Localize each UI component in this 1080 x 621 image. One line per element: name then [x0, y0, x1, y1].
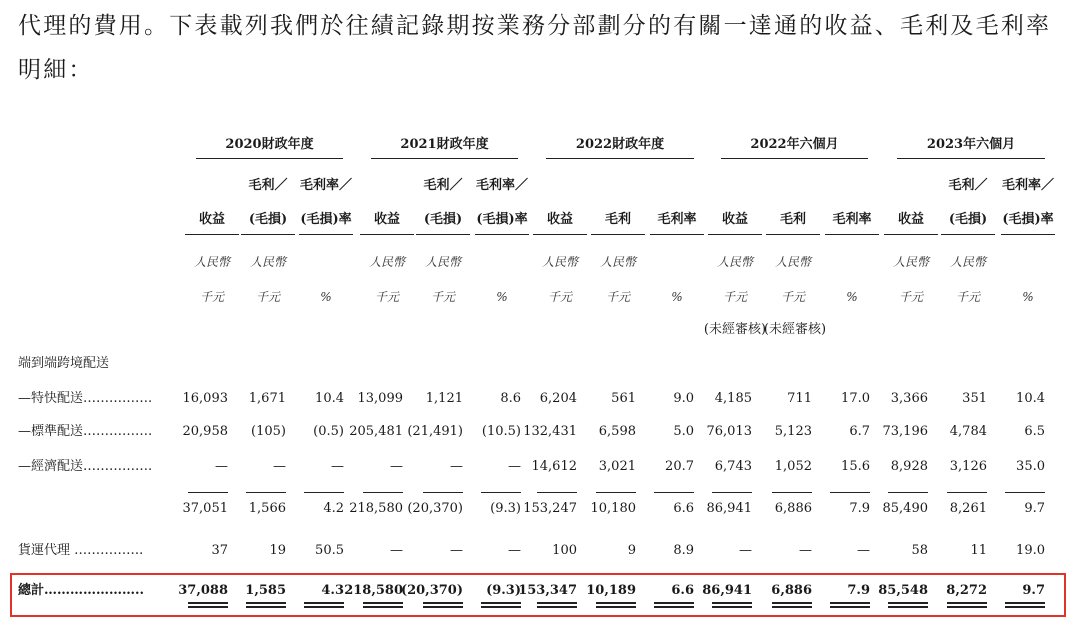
row-label: —特快配送……………. [18, 391, 153, 406]
unit-scale: 千元 [722, 290, 748, 304]
unit-currency: 人民幣 [424, 255, 462, 269]
column-header-underline [241, 234, 295, 235]
table-cell: 15.6 [841, 459, 870, 474]
table-cell: (10.5) [481, 424, 521, 439]
table-cell: — [799, 543, 812, 558]
total-label: 總計………………….. [18, 583, 145, 598]
total-row-highlight-box [10, 573, 1066, 617]
table-cell: 5.0 [673, 424, 694, 439]
column-header: 毛利 [779, 212, 807, 227]
table-cell: 5,123 [774, 424, 812, 439]
unit-currency: 人民幣 [249, 255, 287, 269]
table-cell: (20,370) [407, 501, 463, 516]
column-header-line1: 毛利／ [248, 178, 288, 193]
period-heading-rule [371, 158, 518, 159]
table-cell: — [450, 459, 463, 474]
column-header: 毛利率 [657, 212, 697, 227]
table-cell: 1,121 [425, 391, 463, 406]
table-cell: 20,958 [182, 424, 228, 439]
table-cell: 711 [787, 391, 812, 406]
unaudited-note: (未經審核) [763, 322, 827, 337]
total-cell: 1,585 [245, 583, 286, 598]
unit-scale: 千元 [255, 290, 281, 304]
subtotal-rule [246, 492, 286, 493]
total-cell: 85,548 [878, 583, 928, 598]
table-cell: 4,185 [714, 391, 752, 406]
table-cell: 86,941 [706, 501, 752, 516]
column-header: (毛損) [948, 212, 988, 227]
subtotal-rule [712, 492, 752, 493]
column-header-underline [360, 234, 414, 235]
unit-scale: 千元 [955, 290, 981, 304]
table-cell: 37 [211, 543, 228, 558]
unit-scale: 千元 [780, 290, 806, 304]
subtotal-rule [1005, 492, 1045, 493]
table-cell: 6,743 [714, 459, 752, 474]
column-header: 收益 [721, 212, 749, 227]
unit-currency: 人民幣 [892, 255, 930, 269]
unit-scale: 千元 [605, 290, 631, 304]
table-cell: (105) [251, 424, 286, 439]
table-cell: 6.5 [1024, 424, 1045, 439]
total-cell: 218,580 [344, 583, 403, 598]
subtotal-rule [363, 492, 403, 493]
column-header-line1: 毛利率／ [299, 178, 353, 193]
column-header-underline [185, 234, 239, 235]
total-cell: 6,886 [771, 583, 812, 598]
table-cell: 13,099 [357, 391, 403, 406]
column-header: 收益 [546, 212, 574, 227]
table-cell: — [331, 459, 344, 474]
table-cell: 3,366 [890, 391, 928, 406]
period-heading: 2022年六個月 [750, 137, 839, 152]
unit-currency: 人民幣 [541, 255, 579, 269]
table-cell: — [508, 459, 521, 474]
period-heading: 2021財政年度 [400, 137, 489, 152]
column-header-underline [825, 234, 879, 235]
table-cell: 14,612 [531, 459, 577, 474]
total-cell: 37,088 [178, 583, 228, 598]
table-cell: 85,490 [882, 501, 928, 516]
subtotal-rule [772, 492, 812, 493]
table-cell: 20.7 [665, 459, 694, 474]
table-cell: 8,261 [949, 501, 987, 516]
subtotal-rule [947, 492, 987, 493]
table-cell: 17.0 [841, 391, 870, 406]
table-cell: 132,431 [523, 424, 577, 439]
total-cell: 4.3 [321, 583, 344, 598]
table-cell: 6.6 [673, 501, 694, 516]
column-header-line1: 毛利／ [948, 178, 988, 193]
total-cell: 9.7 [1022, 583, 1045, 598]
subtotal-rule [654, 492, 694, 493]
table-cell: 4,784 [949, 424, 987, 439]
unit-currency: 人民幣 [599, 255, 637, 269]
column-header-underline [650, 234, 704, 235]
table-cell: — [739, 543, 752, 558]
row-label: 貨運代理 ……………. [18, 543, 144, 558]
column-header: (毛損)率 [300, 212, 352, 227]
table-cell: 37,051 [182, 501, 228, 516]
unit-scale: % [671, 290, 683, 304]
table-cell: 1,052 [774, 459, 812, 474]
table-cell: 205,481 [349, 424, 403, 439]
period-heading-rule [546, 158, 694, 159]
column-header-underline [766, 234, 820, 235]
row-label: —經濟配送……………. [18, 459, 153, 474]
subtotal-rule [481, 492, 521, 493]
subtotal-rule [888, 492, 928, 493]
table-cell: 11 [970, 543, 987, 558]
column-header-underline [708, 234, 762, 235]
column-header: 毛利 [604, 212, 632, 227]
table-cell: 153,247 [523, 501, 577, 516]
table-cell: — [390, 459, 403, 474]
unit-scale: 千元 [898, 290, 924, 304]
total-cell: (9.3) [486, 583, 521, 598]
table-cell: — [390, 543, 403, 558]
table-cell: 218,580 [349, 501, 403, 516]
column-header-underline [884, 234, 938, 235]
unit-scale: % [846, 290, 858, 304]
column-header-underline [533, 234, 587, 235]
total-cell: (20,370) [400, 583, 463, 598]
column-header: 毛利率 [832, 212, 872, 227]
column-header: 收益 [373, 212, 401, 227]
unit-scale: % [496, 290, 508, 304]
table-cell: 1,671 [248, 391, 286, 406]
total-cell: 8,272 [946, 583, 987, 598]
row-label: —標準配送……………. [18, 424, 153, 439]
unit-currency: 人民幣 [949, 255, 987, 269]
column-header-line1: 毛利率／ [1001, 178, 1055, 193]
table-cell: 3,126 [949, 459, 987, 474]
column-header-underline [475, 234, 529, 235]
subtotal-rule [423, 492, 463, 493]
column-header-underline [299, 234, 353, 235]
table-cell: — [273, 459, 286, 474]
table-cell: 10,180 [590, 501, 636, 516]
table-cell: 9 [627, 543, 636, 558]
unit-scale: % [320, 290, 332, 304]
column-header-underline [941, 234, 995, 235]
total-cell: 86,941 [702, 583, 752, 598]
table-cell: (9.3) [490, 501, 521, 516]
unit-scale: 千元 [430, 290, 456, 304]
table-cell: 6,886 [774, 501, 812, 516]
table-cell: 76,013 [706, 424, 752, 439]
column-header: (毛損) [248, 212, 288, 227]
table-cell: — [508, 543, 521, 558]
subtotal-rule [537, 492, 577, 493]
table-cell: 1,566 [248, 501, 286, 516]
table-cell: 10.4 [315, 391, 344, 406]
table-cell: 561 [611, 391, 636, 406]
table-cell: 35.0 [1016, 459, 1045, 474]
unit-currency: 人民幣 [716, 255, 754, 269]
unit-scale: 千元 [547, 290, 573, 304]
intro-paragraph: 代理的費用。下表載列我們於往績記錄期按業務分部劃分的有關一達通的收益、毛利及毛利率明細： [18, 13, 1052, 83]
table-cell: 10.4 [1016, 391, 1045, 406]
table-cell: (21,491) [407, 424, 463, 439]
period-heading: 2023年六個月 [926, 137, 1016, 152]
subtotal-rule [596, 492, 636, 493]
table-cell: 100 [552, 543, 577, 558]
unit-scale: 千元 [199, 290, 225, 304]
table-cell: 8.6 [500, 391, 521, 406]
period-heading-rule [721, 158, 868, 159]
column-header-underline [591, 234, 645, 235]
table-cell: 8.9 [673, 543, 694, 558]
unit-scale: % [1022, 290, 1034, 304]
period-heading: 2022財政年度 [575, 137, 665, 152]
period-heading-rule [196, 158, 343, 159]
table-cell: 9.7 [1024, 501, 1045, 516]
column-header: (毛損)率 [1002, 212, 1054, 227]
table-cell: (0.5) [313, 424, 344, 439]
column-header-underline [416, 234, 470, 235]
table-cell: 9.0 [673, 391, 694, 406]
table-cell: 73,196 [882, 424, 928, 439]
unaudited-note: (未經審核) [703, 322, 767, 337]
table-cell: — [857, 543, 870, 558]
table-cell: 6,204 [539, 391, 577, 406]
total-cell: 6.6 [671, 583, 694, 598]
total-cell: 153,347 [518, 583, 577, 598]
table-cell: — [450, 543, 463, 558]
subtotal-rule [830, 492, 870, 493]
table-cell: 3,021 [598, 459, 636, 474]
column-header: (毛損) [423, 212, 463, 227]
table-cell: 19.0 [1016, 543, 1045, 558]
total-cell: 7.9 [847, 583, 870, 598]
unit-scale: 千元 [374, 290, 400, 304]
period-heading-rule [897, 158, 1045, 159]
unit-currency: 人民幣 [193, 255, 231, 269]
table-cell: 6,598 [598, 424, 636, 439]
table-cell: 7.9 [849, 501, 870, 516]
column-header-line1: 毛利／ [423, 178, 463, 193]
table-cell: 6.7 [849, 424, 870, 439]
column-header-underline [1001, 234, 1055, 235]
table-cell: 4.2 [323, 501, 344, 516]
column-header: 收益 [897, 212, 925, 227]
unit-currency: 人民幣 [368, 255, 406, 269]
column-header-line1: 毛利率／ [475, 178, 529, 193]
subtotal-rule [304, 492, 344, 493]
table-cell: 50.5 [315, 543, 344, 558]
column-header: 收益 [198, 212, 226, 227]
unit-currency: 人民幣 [774, 255, 812, 269]
period-heading: 2020財政年度 [225, 137, 314, 152]
table-cell: 8,928 [890, 459, 928, 474]
column-header: (毛損)率 [476, 212, 528, 227]
table-cell: 58 [911, 543, 928, 558]
total-cell: 10,189 [586, 583, 636, 598]
table-cell: 19 [269, 543, 286, 558]
table-cell: — [215, 459, 228, 474]
table-cell: 351 [962, 391, 987, 406]
subtotal-rule [188, 492, 228, 493]
section-label: 端到端跨境配送 [18, 356, 110, 371]
table-cell: 16,093 [182, 391, 228, 406]
